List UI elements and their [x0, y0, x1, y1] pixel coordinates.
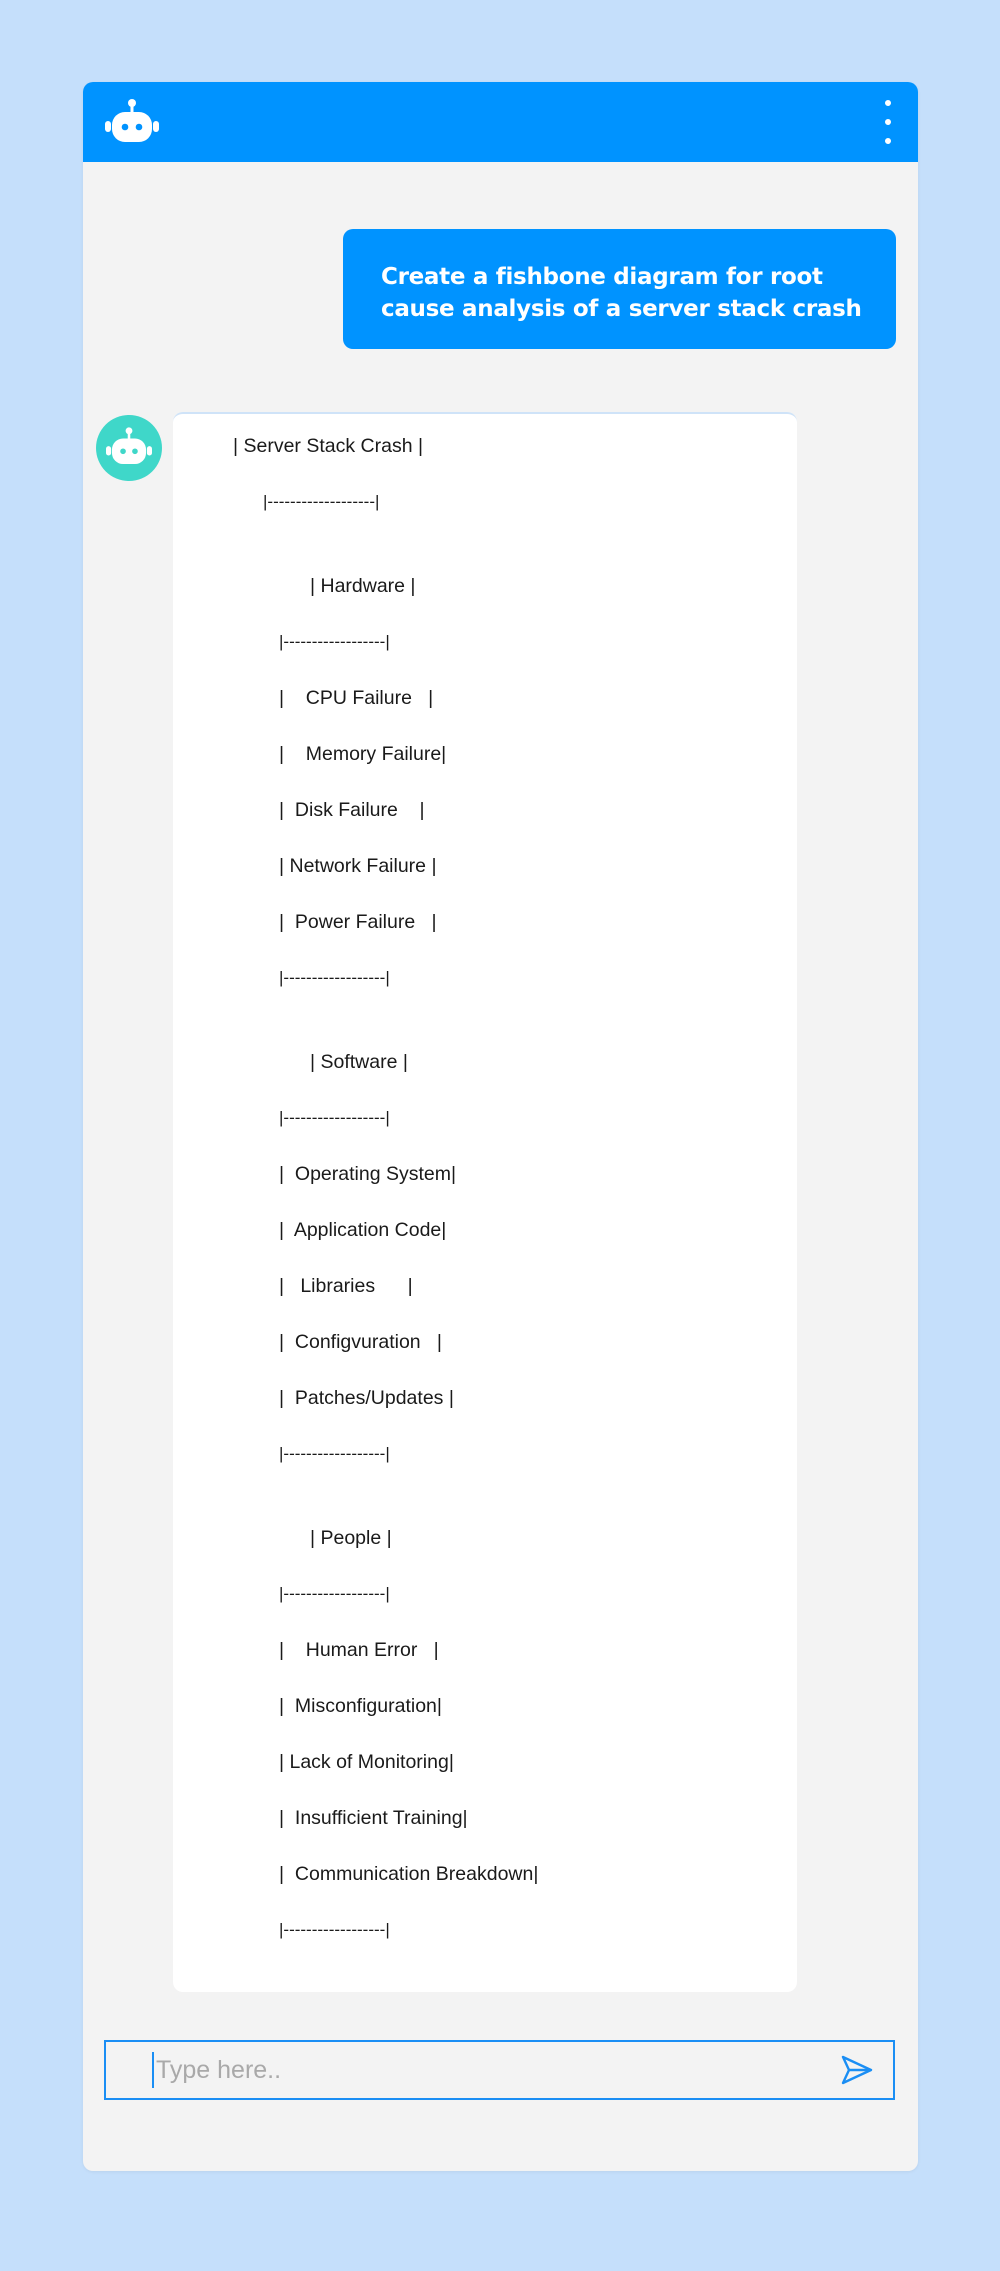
diagram-line: | Server Stack Crash | — [233, 435, 424, 457]
bot-message — [173, 412, 797, 1992]
user-message — [343, 229, 896, 349]
diagram-line: | Hardware | — [310, 575, 416, 597]
diagram-line: | Communication Breakdown| — [279, 1863, 539, 1885]
diagram-line: | Configvuration | — [279, 1331, 442, 1353]
diagram-line: |------------------| — [279, 1444, 390, 1463]
send-icon[interactable] — [841, 2055, 873, 2085]
message-input[interactable] — [152, 2052, 796, 2088]
robot-icon — [105, 98, 159, 146]
diagram-line: | Power Failure | — [279, 911, 437, 933]
diagram-line: | Software | — [310, 1051, 408, 1073]
diagram-line: |------------------| — [279, 1920, 390, 1939]
diagram-line: | Memory Failure| — [279, 743, 447, 765]
diagram-line: | People | — [310, 1527, 392, 1549]
diagram-line: |------------------| — [279, 632, 390, 651]
diagram-line: | Insufficient Training| — [279, 1807, 468, 1829]
robot-icon — [106, 426, 152, 468]
diagram-line: | Libraries | — [279, 1275, 413, 1297]
diagram-line: | Disk Failure | — [279, 799, 425, 821]
diagram-line: |------------------| — [279, 1108, 390, 1127]
diagram-line: | Application Code| — [279, 1219, 447, 1241]
bot-avatar — [96, 415, 162, 481]
message-input-bar — [104, 2040, 895, 2100]
diagram-line: | Patches/Updates | — [279, 1387, 454, 1409]
diagram-line: | CPU Failure | — [279, 687, 434, 709]
chat-window — [83, 82, 918, 2171]
user-message-text: Create a fishbone diagram for root cause analysis of a server stack crash — [381, 264, 862, 322]
chat-header — [83, 82, 918, 162]
diagram-line: | Human Error | — [279, 1639, 439, 1661]
kebab-menu-icon[interactable] — [880, 100, 896, 144]
diagram-line: |------------------| — [279, 968, 390, 987]
diagram-line: | Network Failure | — [279, 855, 437, 877]
diagram-line: |------------------| — [279, 1584, 390, 1603]
diagram-line: | Misconfiguration| — [279, 1695, 442, 1717]
diagram-line: |-------------------| — [263, 492, 380, 511]
diagram-line: | Operating System| — [279, 1163, 457, 1185]
diagram-line: | Lack of Monitoring| — [279, 1751, 454, 1773]
